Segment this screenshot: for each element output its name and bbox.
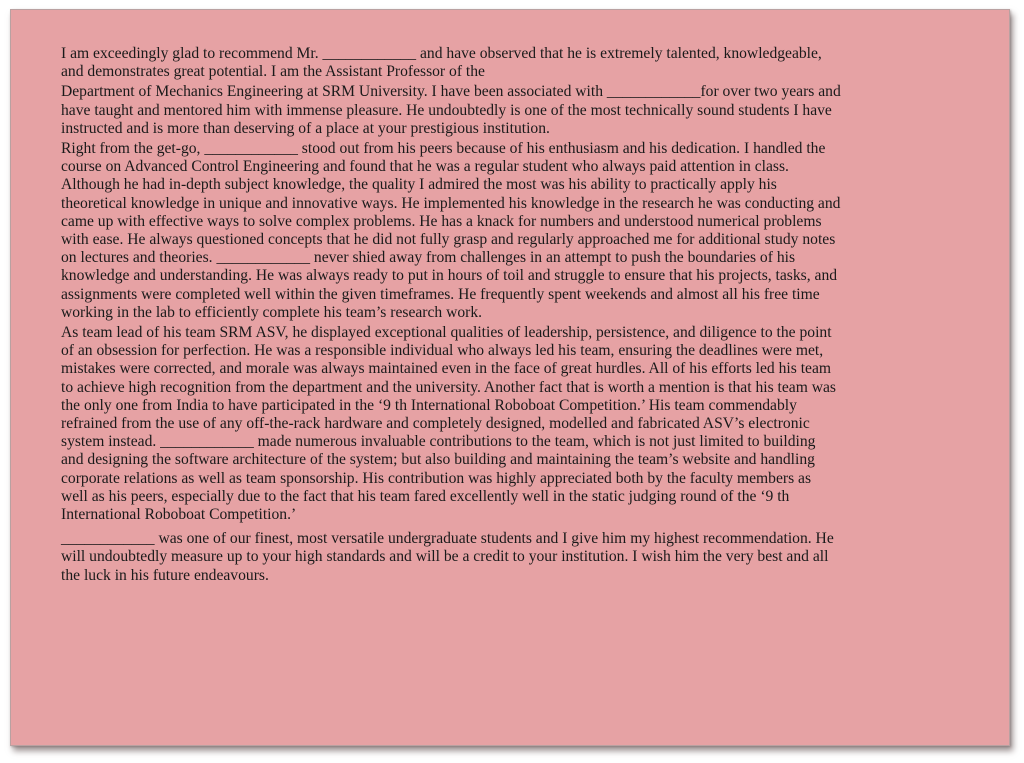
letter-panel — [10, 9, 1010, 746]
letter-paragraph-academics: Right from the get-go, ____________ stood out from his peers because of his enthusiasm and his dedication. I handled the course on Advanced Control Engineering and found that he was a regular student who always paid attention in class. Although he had in-depth subject knowledge, the quality I admired the most was his ability to practically apply his theoretical knowledge in unique and innovative ways. He implemented his knowledge in the research he was conducting and came up with effective ways to solve complex problems. He has a knack for numbers and understood numerical problems with ease. He always questioned concepts that he did not fully grasp and regularly approached me for additional study notes on lectures and theories. ____________ never shied away from challenges in an attempt to push the boundaries of his knowledge and understanding. He was always ready to put in hours of toil and struggle to ensure that his projects, tasks, and assignments were completed well within the given timeframes. He frequently spent weekends and almost all his free time working in the lab to efficiently complete his team’s research work. — [61, 140, 841, 321]
recommendation-letter — [61, 45, 1003, 585]
letter-paragraph-leadership: As team lead of his team SRM ASV, he displayed exceptional qualities of leadership, persistence, and diligence to the point of an obsession for perfection. He was a responsible individual who always led his team, ensuring the deadlines were met, mistakes were corrected, and morale was always maintained even in the face of great hurdles. All of his efforts led his team to achieve high recognition from the department and the university. Another fact that is worth a mention is that his team was the only one from India to have participated in the ‘9 th International Roboboat Competition.’ His team commendably refrained from the use of any off-the-rack hardware and completely designed, modelled and fabricated ASV’s electronic system instead. ____________ made numerous invaluable contributions to the team, which is not just limited to building and designing the software architecture of the system; but also building and maintaining the team’s website and handling corporate relations as well as team sponsorship. His contribution was highly appreciated both by the faculty members as well as his peers, especially due to the fact that his team fared excellently well in the static judging round of the ‘9 th International Roboboat Competition.’ — [61, 324, 837, 524]
letter-paragraph-intro: I am exceedingly glad to recommend Mr. ____________ and have observed that he is extremely talented, knowledgeable, and demonstrates great potential. I am the Assistant Professor of the — [61, 45, 822, 81]
letter-paragraph-closing: ____________ was one of our finest, most versatile undergraduate students and I give him my highest recommendation. He will undoubtedly measure up to your high standards and will be a credit to your institution. I wish him the very best and all the luck in his future endeavours. — [61, 530, 834, 584]
letter-paragraph-association: Department of Mechanics Engineering at SRM University. I have been associated with ____________for over two years and have taught and mentored him with immense pleasure. He undoubtedly is one of the most technically sound students I have instructed and is more than deserving of a place at your prestigious institution. — [61, 83, 841, 137]
